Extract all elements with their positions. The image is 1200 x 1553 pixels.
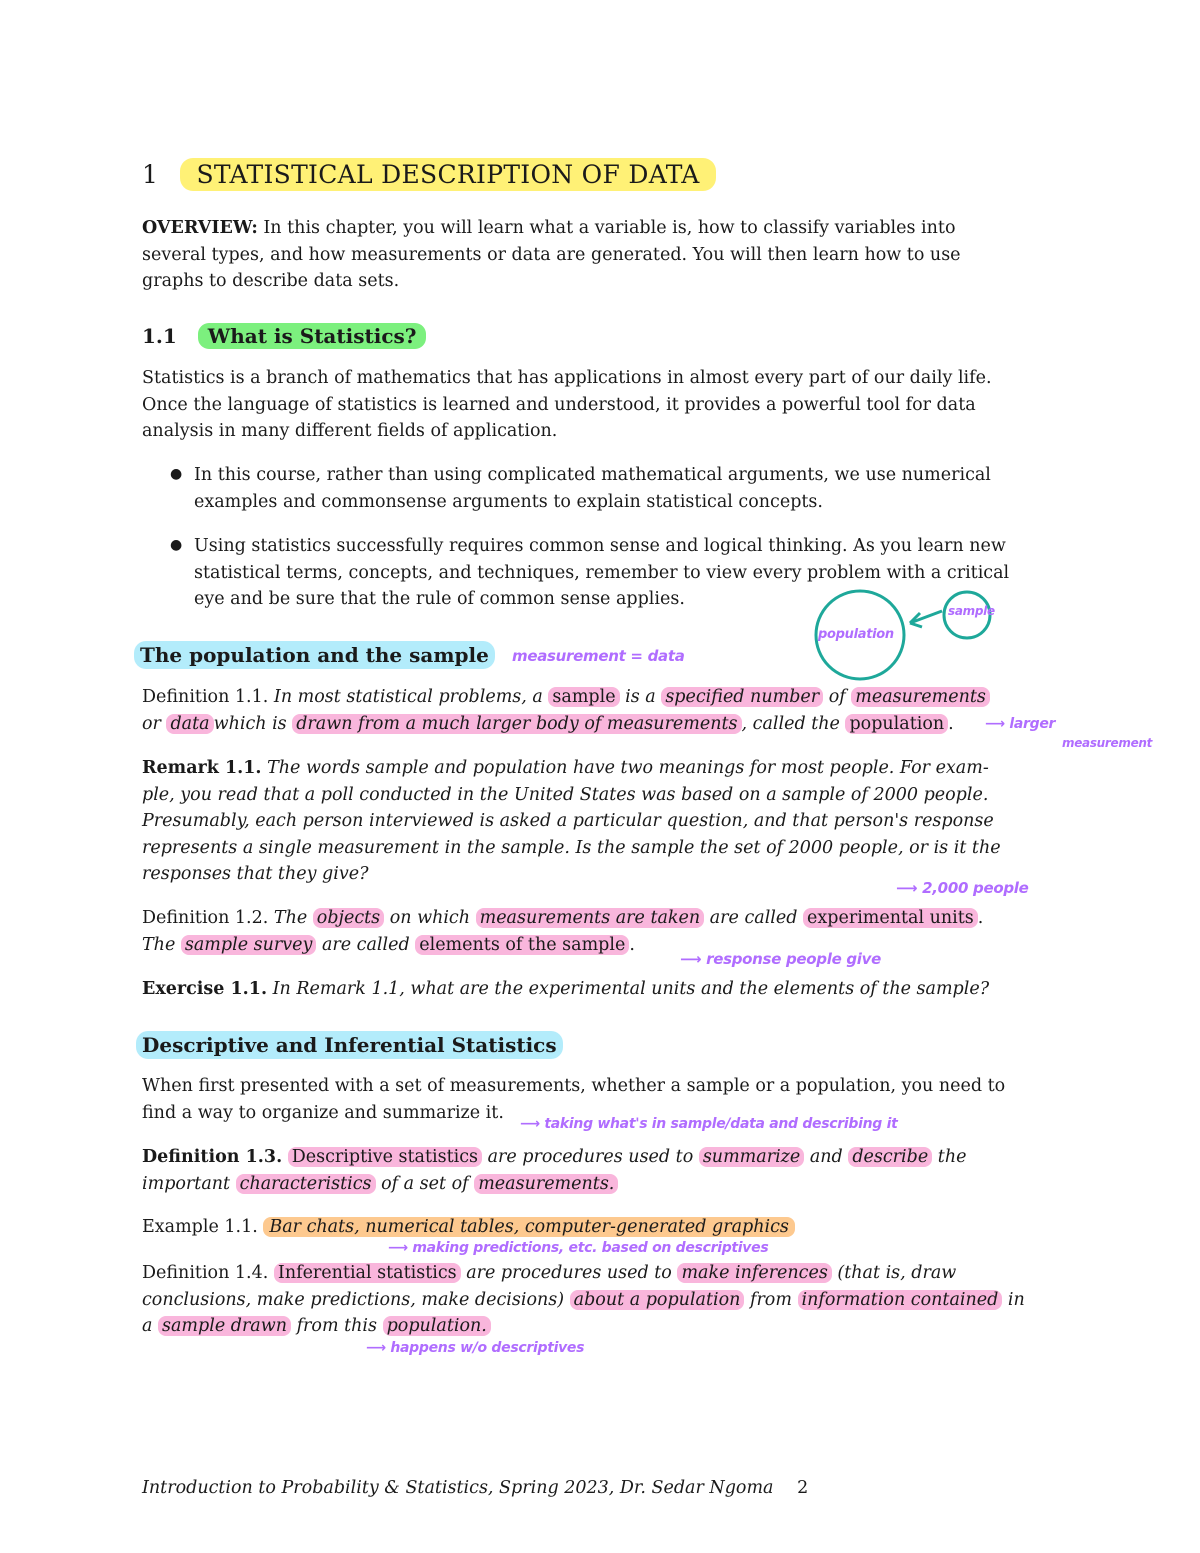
bullet-dot: ● xyxy=(170,466,183,482)
term-population: population xyxy=(845,714,948,734)
overview-line: several types, and how measurements or data are generated. You will then learn how to use xyxy=(142,244,961,265)
footer-text: Introduction to Probability & Statistics, Spring 2023, Dr. Sedar Ngoma xyxy=(142,1478,774,1498)
def-text: conclusions, make predictions, make decisions) xyxy=(142,1289,565,1310)
annotation-text: larger xyxy=(1009,716,1056,732)
def-text: or xyxy=(142,713,161,734)
def-text: which is xyxy=(213,713,287,734)
definition-1-2 xyxy=(142,905,1042,958)
bullet-line: eye and be sure that the rule of common sense applies. xyxy=(194,589,685,609)
intro-line: When first presented with a set of measurements, whether a sample or a population, you need to xyxy=(142,1076,1006,1096)
def-text: of a set of xyxy=(381,1173,469,1194)
annotation-responses: ⟶ response people give xyxy=(680,950,882,968)
def-text: The xyxy=(142,934,176,955)
intro-line: Once the language of statistics is learned and understood, it provides a powerful tool for data xyxy=(142,394,976,415)
overview-paragraph xyxy=(142,215,1042,295)
highlight: sample drawn xyxy=(158,1316,291,1336)
def-text: are procedures used to xyxy=(466,1263,672,1283)
definition-label: Definition 1.2. xyxy=(142,908,269,928)
highlight: objects xyxy=(313,908,384,928)
annotation-population: population xyxy=(818,627,894,642)
bullet-line: examples and commonsense arguments to explain statistical concepts. xyxy=(194,491,823,512)
overview-label: OVERVIEW: xyxy=(142,218,258,238)
highlight: sample survey xyxy=(181,935,316,955)
highlight: drawn from a much larger body of measurements xyxy=(292,714,741,734)
exercise-label: Exercise 1.1. xyxy=(142,979,268,999)
remark-line: responses that they give? xyxy=(142,864,369,884)
population-heading xyxy=(134,643,495,667)
remark-label: Remark 1.1. xyxy=(142,758,262,778)
bullet-dot: ● xyxy=(170,537,183,553)
def-text: . xyxy=(629,934,635,955)
overview-line: In this chapter, you will learn what a variable is, how to classify variables into xyxy=(263,218,956,238)
annotation-text: happens w/o descriptives xyxy=(390,1340,585,1356)
highlight: describe xyxy=(848,1147,932,1167)
annotation-happens: ⟶ happens w/o descriptives xyxy=(366,1340,585,1356)
def-text: and xyxy=(809,1147,843,1167)
bullet-line: statistical terms, concepts, and techniques, remember to view every problem with a critical xyxy=(194,562,1010,583)
def-text: of xyxy=(828,687,846,707)
term-descriptive-statistics: Descriptive statistics xyxy=(288,1147,482,1167)
intro-paragraph xyxy=(142,365,1042,445)
def-text: The xyxy=(273,908,308,928)
definition-label: Definition 1.4. xyxy=(142,1263,269,1283)
section-number: 1 xyxy=(142,160,159,189)
def-text: is a xyxy=(625,687,656,707)
highlight: specified number xyxy=(661,687,823,707)
definition-1-4 xyxy=(142,1260,1042,1340)
def-text: are called xyxy=(709,908,798,928)
definition-label: Definition 1.1. xyxy=(142,687,269,707)
def-text: , called the xyxy=(741,713,840,734)
definition-1-1 xyxy=(142,684,1042,737)
annotation-text: 2,000 people xyxy=(922,879,1029,897)
population-heading-text: The population and the sample xyxy=(134,641,495,669)
highlight: data xyxy=(166,714,213,734)
highlight: about a population xyxy=(570,1290,745,1310)
def-text: on which xyxy=(389,908,471,928)
def-text: . xyxy=(948,713,954,734)
annotation-2000-people: ⟶ 2,000 people xyxy=(896,879,1029,897)
term-experimental-units: experimental units xyxy=(803,908,978,928)
def-text: important xyxy=(142,1173,231,1194)
annotation-measurement-data: measurement = data xyxy=(512,647,685,665)
def-text: a xyxy=(142,1316,153,1336)
highlight: make inferences xyxy=(677,1263,831,1283)
intro-line: find a way to organize and summarize it. xyxy=(142,1102,504,1123)
remark-line: The words sample and population have two meanings for most people. For exam- xyxy=(267,758,989,778)
bullet-line: In this course, rather than using complicated mathematical arguments, we use numerical xyxy=(194,465,991,485)
intro-line: analysis in many different fields of application. xyxy=(142,421,558,441)
def-text: . xyxy=(977,908,984,928)
highlight: population. xyxy=(383,1316,491,1336)
annotation-taking: ⟶ taking what's in sample/data and describing it xyxy=(520,1116,898,1132)
annotation-measurement: measurement xyxy=(1062,736,1153,750)
overview-line: graphs to describe data sets. xyxy=(142,271,400,291)
highlight: measurements are taken xyxy=(476,908,705,928)
remark-line: ple, you read that a poll conducted in the United States was based on a sample of 2000 people. xyxy=(142,784,989,805)
annotation-sample: sample xyxy=(948,604,995,618)
example-text: Bar chats, numerical tables, computer-generated graphics xyxy=(263,1217,795,1237)
annotation-text: response people give xyxy=(706,950,882,968)
exercise-text: In Remark 1.1, what are the experimental units and the elements of the sample? xyxy=(272,979,990,999)
def-text: the xyxy=(937,1147,967,1167)
definition-1-3 xyxy=(142,1144,1042,1197)
remark-line: Presumably, each person interviewed is asked a particular question, and that person's response xyxy=(142,811,994,831)
annotation-making: ⟶ making predictions, etc. based on descriptives xyxy=(388,1240,769,1256)
descriptive-heading-text: Descriptive and Inferential Statistics xyxy=(136,1031,563,1059)
highlight: summarize xyxy=(699,1147,804,1167)
bullet-item xyxy=(194,462,1042,515)
page-number: 2 xyxy=(797,1478,809,1498)
descriptive-heading xyxy=(136,1033,563,1057)
highlight: measurements. xyxy=(474,1174,618,1194)
annotation-text: taking what's in sample/data and describing it xyxy=(544,1116,898,1132)
example-1-1 xyxy=(142,1214,1042,1241)
def-text: in xyxy=(1007,1289,1025,1310)
term-sample: sample xyxy=(548,687,619,707)
example-label: Example 1.1. xyxy=(142,1217,258,1237)
term-inferential-statistics: Inferential statistics xyxy=(274,1263,461,1283)
def-text: are called xyxy=(321,934,410,955)
highlight: measurements xyxy=(851,687,990,707)
exercise-1-1 xyxy=(142,976,1042,1003)
bullet-line: Using statistics successfully requires common sense and logical thinking. As you learn new xyxy=(194,536,1006,556)
term-elements-of-sample: elements of the sample xyxy=(415,935,629,955)
def-text: are procedures used to xyxy=(487,1147,694,1167)
intro-line: Statistics is a branch of mathematics that has applications in almost every part of our daily life. xyxy=(142,368,992,388)
remark-1-1 xyxy=(142,755,1042,888)
section-heading xyxy=(142,160,716,189)
annotation-larger: ⟶ larger xyxy=(985,716,1056,732)
def-text: (that is, draw xyxy=(837,1263,957,1283)
remark-line: represents a single measurement in the sample. Is the sample the set of 2000 people, or is it the xyxy=(142,837,1001,858)
definition-label: Definition 1.3. xyxy=(142,1147,283,1167)
page-footer xyxy=(142,1478,808,1498)
highlight: characteristics xyxy=(236,1174,376,1194)
def-text: from xyxy=(749,1289,792,1310)
section-title: STATISTICAL DESCRIPTION OF DATA xyxy=(180,158,715,191)
subsection-heading xyxy=(142,324,426,348)
highlight: information contained xyxy=(798,1290,1003,1310)
annotation-text: making predictions, etc. based on descriptives xyxy=(412,1240,769,1256)
subsection-number: 1.1 xyxy=(142,324,177,348)
subsection-title: What is Statistics? xyxy=(198,323,427,349)
def-text: In most statistical problems, a xyxy=(273,687,543,707)
def-text: from this xyxy=(296,1316,377,1336)
